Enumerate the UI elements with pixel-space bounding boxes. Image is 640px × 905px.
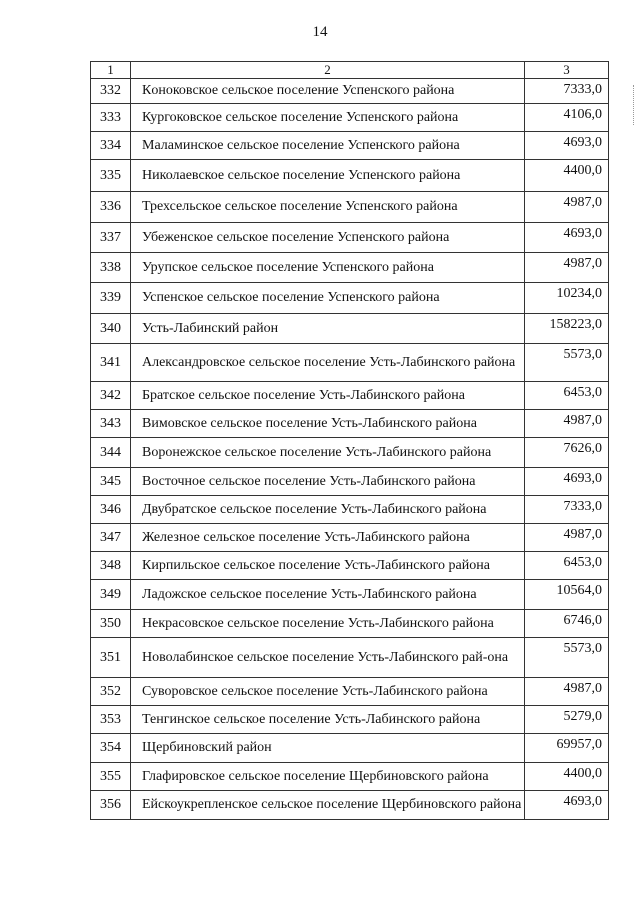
row-number: 332 [91,79,131,104]
municipality-name: Железное сельское поселение Усть-Лабинского района [131,524,525,552]
row-number: 346 [91,496,131,524]
row-number: 336 [91,192,131,223]
municipality-name: Александровское сельское поселение Усть-Лабинского района [131,344,525,382]
header-col-2: 2 [131,62,525,79]
allocation-amount: 5279,0 [525,706,609,734]
allocation-amount: 4987,0 [525,678,609,706]
header-col-1: 1 [91,62,131,79]
row-number: 334 [91,132,131,160]
row-number: 355 [91,763,131,791]
allocation-table [90,61,609,820]
municipality-name: Новолабинское сельское поселение Усть-Лабинского рай-она [131,638,525,678]
table-row [91,192,609,223]
row-number: 354 [91,734,131,763]
row-number: 341 [91,344,131,382]
table-row [91,468,609,496]
allocation-amount: 4693,0 [525,468,609,496]
allocation-amount: 4693,0 [525,132,609,160]
row-number: 352 [91,678,131,706]
allocation-amount: 10234,0 [525,283,609,314]
municipality-name: Ейскоукрепленское сельское поселение Щербиновского района [131,791,525,820]
municipality-name: Вимовское сельское поселение Усть-Лабинского района [131,410,525,438]
allocation-amount: 4693,0 [525,223,609,253]
table-row [91,253,609,283]
table-row [91,580,609,610]
row-number: 339 [91,283,131,314]
municipality-name: Некрасовское сельское поселение Усть-Лабинского района [131,610,525,638]
table-row [91,496,609,524]
table-row [91,104,609,132]
row-number: 337 [91,223,131,253]
table-row [91,734,609,763]
table-row [91,638,609,678]
allocation-amount: 5573,0 [525,638,609,678]
municipality-name: Кургоковское сельское поселение Успенского района [131,104,525,132]
allocation-amount: 10564,0 [525,580,609,610]
table-row [91,132,609,160]
row-number: 342 [91,382,131,410]
table-row [91,438,609,468]
municipality-name: Двубратское сельское поселение Усть-Лабинского района [131,496,525,524]
municipality-name: Трехсельское сельское поселение Успенского района [131,192,525,223]
row-number: 343 [91,410,131,438]
municipality-name: Воронежское сельское поселение Усть-Лабинского района [131,438,525,468]
page-number: 14 [312,24,328,40]
allocation-amount: 5573,0 [525,344,609,382]
margin-mark [633,85,638,125]
allocation-amount: 7333,0 [525,496,609,524]
table-row [91,678,609,706]
allocation-amount: 4987,0 [525,410,609,438]
municipality-name: Урупское сельское поселение Успенского района [131,253,525,283]
table-row [91,706,609,734]
table-row [91,223,609,253]
municipality-name: Усть-Лабинский район [131,314,525,344]
municipality-name: Маламинское сельское поселение Успенского района [131,132,525,160]
row-number: 344 [91,438,131,468]
allocation-amount: 4987,0 [525,524,609,552]
table-row [91,344,609,382]
municipality-name: Кoноковское сельское поселение Успенского района [131,79,525,104]
table-row [91,160,609,192]
allocation-amount: 6746,0 [525,610,609,638]
table-row [91,314,609,344]
row-number: 338 [91,253,131,283]
row-number: 351 [91,638,131,678]
allocation-amount: 7333,0 [525,79,609,104]
municipality-name: Николаевское сельское поселение Успенского района [131,160,525,192]
header-col-3: 3 [525,62,609,79]
allocation-amount: 4400,0 [525,763,609,791]
row-number: 345 [91,468,131,496]
municipality-name: Щербиновский район [131,734,525,763]
table-row [91,763,609,791]
row-number: 333 [91,104,131,132]
allocation-amount: 69957,0 [525,734,609,763]
municipality-name: Братское сельское поселение Усть-Лабинского района [131,382,525,410]
allocation-amount: 4987,0 [525,253,609,283]
table-row [91,382,609,410]
municipality-name: Глафировское сельское поселение Щербиновского района [131,763,525,791]
table-row [91,524,609,552]
allocation-amount: 4987,0 [525,192,609,223]
municipality-name: Убеженское сельское поселение Успенского района [131,223,525,253]
allocation-amount: 158223,0 [525,314,609,344]
row-number: 349 [91,580,131,610]
municipality-name: Ладожское сельское поселение Усть-Лабинского района [131,580,525,610]
table-row [91,283,609,314]
table-row [91,552,609,580]
municipality-name: Суворовское сельское поселение Усть-Лабинского района [131,678,525,706]
row-number: 348 [91,552,131,580]
allocation-amount: 6453,0 [525,552,609,580]
allocation-amount: 6453,0 [525,382,609,410]
allocation-amount: 4693,0 [525,791,609,820]
row-number: 350 [91,610,131,638]
allocation-amount: 7626,0 [525,438,609,468]
row-number: 353 [91,706,131,734]
municipality-name: Успенское сельское поселение Успенского района [131,283,525,314]
municipality-name: Кирпильское сельское поселение Усть-Лабинского района [131,552,525,580]
municipality-name: Тенгинское сельское поселение Усть-Лабинского района [131,706,525,734]
row-number: 340 [91,314,131,344]
table-header-row [91,62,609,79]
table-row [91,79,609,104]
table-row [91,610,609,638]
allocation-amount: 4400,0 [525,160,609,192]
municipality-name: Восточное сельское поселение Усть-Лабинского района [131,468,525,496]
row-number: 356 [91,791,131,820]
row-number: 335 [91,160,131,192]
table-row [91,410,609,438]
allocation-amount: 4106,0 [525,104,609,132]
row-number: 347 [91,524,131,552]
table-row [91,791,609,820]
